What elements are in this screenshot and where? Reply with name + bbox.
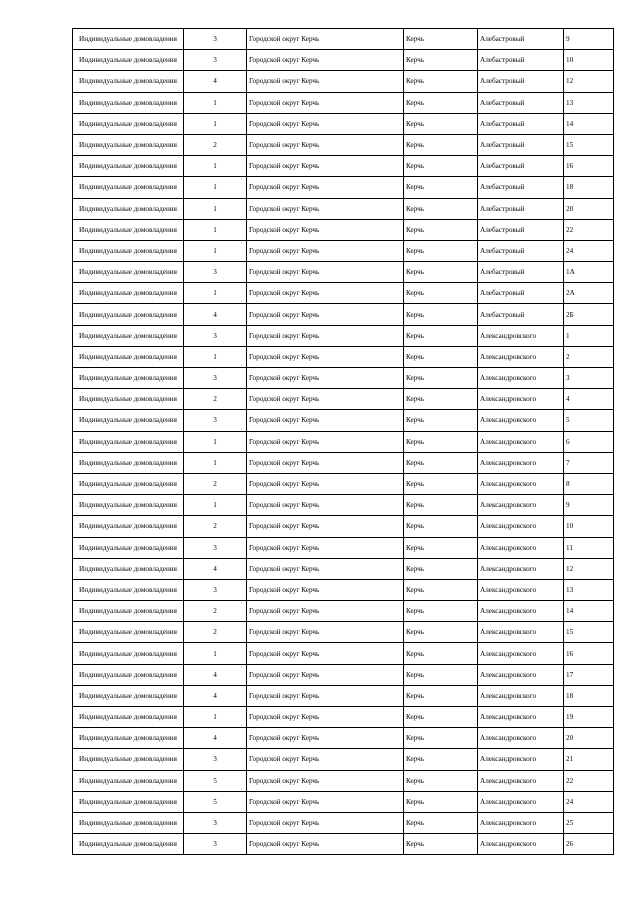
house-number-cell: 21 [564,749,614,770]
table-row [73,92,614,113]
count-cell: 3 [184,50,247,71]
house-number-cell: 9 [564,495,614,516]
street-cell: Александровского [478,643,564,664]
count-cell: 1 [184,643,247,664]
street-cell: Александровского [478,368,564,389]
city-cell: Керчь [404,707,478,728]
street-cell: Александровского [478,812,564,833]
table-row [73,707,614,728]
count-cell: 1 [184,177,247,198]
housing-type-cell: Индивидуальные домовладения [73,240,184,261]
city-cell: Керчь [404,728,478,749]
table-row [73,579,614,600]
house-number-cell: 2Б [564,304,614,325]
table-row [73,452,614,473]
city-cell: Керчь [404,622,478,643]
table-row [73,156,614,177]
count-cell: 3 [184,812,247,833]
count-cell: 4 [184,304,247,325]
district-cell: Городской округ Керчь [247,473,404,494]
street-cell: Александровского [478,728,564,749]
district-cell: Городской округ Керчь [247,707,404,728]
house-number-cell: 13 [564,92,614,113]
count-cell: 5 [184,770,247,791]
count-cell: 1 [184,346,247,367]
district-cell: Городской округ Керчь [247,29,404,50]
city-cell: Керчь [404,92,478,113]
house-number-cell: 18 [564,685,614,706]
city-cell: Керчь [404,113,478,134]
housing-type-cell: Индивидуальные домовладения [73,812,184,833]
housing-type-cell: Индивидуальные домовладения [73,156,184,177]
house-number-cell: 13 [564,579,614,600]
count-cell: 1 [184,707,247,728]
house-number-cell: 5 [564,410,614,431]
house-number-cell: 10 [564,50,614,71]
house-number-cell: 14 [564,113,614,134]
district-cell: Городской округ Керчь [247,92,404,113]
city-cell: Керчь [404,516,478,537]
city-cell: Керчь [404,240,478,261]
count-cell: 3 [184,749,247,770]
city-cell: Керчь [404,558,478,579]
street-cell: Алебастровый [478,177,564,198]
house-number-cell: 25 [564,812,614,833]
city-cell: Керчь [404,664,478,685]
street-cell: Александровского [478,685,564,706]
count-cell: 1 [184,452,247,473]
count-cell: 3 [184,537,247,558]
house-number-cell: 22 [564,770,614,791]
count-cell: 2 [184,601,247,622]
table-row [73,749,614,770]
street-cell: Александровского [478,473,564,494]
city-cell: Керчь [404,749,478,770]
house-number-cell: 1А [564,262,614,283]
table-row [73,71,614,92]
city-cell: Керчь [404,368,478,389]
table-row [73,558,614,579]
street-cell: Алебастровый [478,50,564,71]
district-cell: Городской округ Керчь [247,262,404,283]
table-row [73,516,614,537]
house-number-cell: 11 [564,537,614,558]
house-number-cell: 7 [564,452,614,473]
table-row [73,537,614,558]
housing-type-cell: Индивидуальные домовладения [73,325,184,346]
house-number-cell: 17 [564,664,614,685]
street-cell: Алебастровый [478,304,564,325]
count-cell: 1 [184,92,247,113]
house-number-cell: 10 [564,516,614,537]
street-cell: Александровского [478,834,564,855]
count-cell: 3 [184,29,247,50]
house-number-cell: 26 [564,834,614,855]
count-cell: 2 [184,473,247,494]
count-cell: 2 [184,622,247,643]
district-cell: Городской округ Керчь [247,389,404,410]
city-cell: Керчь [404,71,478,92]
district-cell: Городской округ Керчь [247,283,404,304]
table-row [73,219,614,240]
district-cell: Городской округ Керчь [247,664,404,685]
count-cell: 4 [184,664,247,685]
housing-type-cell: Индивидуальные домовладения [73,368,184,389]
district-cell: Городской округ Керчь [247,368,404,389]
district-cell: Городской округ Керчь [247,346,404,367]
house-number-cell: 12 [564,71,614,92]
count-cell: 3 [184,368,247,389]
street-cell: Александровского [478,537,564,558]
housing-type-cell: Индивидуальные домовладения [73,50,184,71]
street-cell: Алебастровый [478,240,564,261]
house-number-cell: 14 [564,601,614,622]
district-cell: Городской округ Керчь [247,601,404,622]
house-number-cell: 18 [564,177,614,198]
street-cell: Алебастровый [478,219,564,240]
city-cell: Керчь [404,177,478,198]
housing-type-cell: Индивидуальные домовладения [73,707,184,728]
house-number-cell: 4 [564,389,614,410]
district-cell: Городской округ Керчь [247,410,404,431]
house-number-cell: 3 [564,368,614,389]
house-number-cell: 1 [564,325,614,346]
housing-type-cell: Индивидуальные домовладения [73,304,184,325]
count-cell: 1 [184,431,247,452]
city-cell: Керчь [404,473,478,494]
count-cell: 4 [184,728,247,749]
table-row [73,304,614,325]
table-row [73,664,614,685]
district-cell: Городской округ Керчь [247,685,404,706]
district-cell: Городской округ Керчь [247,834,404,855]
count-cell: 1 [184,219,247,240]
house-number-cell: 2А [564,283,614,304]
district-cell: Городской округ Керчь [247,516,404,537]
count-cell: 2 [184,389,247,410]
city-cell: Керчь [404,219,478,240]
street-cell: Алебастровый [478,29,564,50]
table-row [73,770,614,791]
district-cell: Городской округ Керчь [247,325,404,346]
house-number-cell: 20 [564,728,614,749]
count-cell: 1 [184,283,247,304]
city-cell: Керчь [404,643,478,664]
housing-type-cell: Индивидуальные домовладения [73,622,184,643]
city-cell: Керчь [404,685,478,706]
city-cell: Керчь [404,325,478,346]
city-cell: Керчь [404,283,478,304]
street-cell: Александровского [478,558,564,579]
street-cell: Алебастровый [478,262,564,283]
housing-type-cell: Индивидуальные домовладения [73,431,184,452]
table-row [73,134,614,155]
count-cell: 1 [184,240,247,261]
count-cell: 4 [184,71,247,92]
table-row [73,325,614,346]
house-number-cell: 8 [564,473,614,494]
housing-type-cell: Индивидуальные домовладения [73,601,184,622]
count-cell: 3 [184,579,247,600]
housing-type-cell: Индивидуальные домовладения [73,791,184,812]
count-cell: 3 [184,410,247,431]
house-number-cell: 24 [564,240,614,261]
district-cell: Городской округ Керчь [247,304,404,325]
city-cell: Керчь [404,389,478,410]
district-cell: Городской округ Керчь [247,177,404,198]
house-number-cell: 24 [564,791,614,812]
street-cell: Алебастровый [478,134,564,155]
housing-type-cell: Индивидуальные домовладения [73,262,184,283]
table-row [73,495,614,516]
city-cell: Керчь [404,791,478,812]
city-cell: Керчь [404,812,478,833]
city-cell: Керчь [404,579,478,600]
count-cell: 4 [184,685,247,706]
house-number-cell: 12 [564,558,614,579]
table-row [73,431,614,452]
district-cell: Городской округ Керчь [247,156,404,177]
housing-type-cell: Индивидуальные домовладения [73,643,184,664]
street-cell: Александровского [478,579,564,600]
table-row [73,113,614,134]
house-number-cell: 22 [564,219,614,240]
table-row [73,685,614,706]
city-cell: Керчь [404,304,478,325]
table-row [73,643,614,664]
city-cell: Керчь [404,770,478,791]
table-row [73,622,614,643]
count-cell: 2 [184,134,247,155]
house-number-cell: 20 [564,198,614,219]
table-row [73,834,614,855]
housing-type-cell: Индивидуальные домовладения [73,664,184,685]
count-cell: 3 [184,325,247,346]
count-cell: 1 [184,495,247,516]
district-cell: Городской округ Керчь [247,113,404,134]
district-cell: Городской округ Керчь [247,791,404,812]
housing-type-cell: Индивидуальные домовладения [73,579,184,600]
district-cell: Городской округ Керчь [247,749,404,770]
city-cell: Керчь [404,601,478,622]
count-cell: 1 [184,198,247,219]
house-number-cell: 6 [564,431,614,452]
street-cell: Александровского [478,622,564,643]
district-cell: Городской округ Керчь [247,71,404,92]
street-cell: Алебастровый [478,156,564,177]
housing-type-cell: Индивидуальные домовладения [73,134,184,155]
city-cell: Керчь [404,262,478,283]
count-cell: 4 [184,558,247,579]
address-table [72,28,614,855]
city-cell: Керчь [404,834,478,855]
housing-type-cell: Индивидуальные домовладения [73,452,184,473]
house-number-cell: 15 [564,622,614,643]
city-cell: Керчь [404,410,478,431]
house-number-cell: 19 [564,707,614,728]
street-cell: Алебастровый [478,92,564,113]
district-cell: Городской округ Керчь [247,50,404,71]
housing-type-cell: Индивидуальные домовладения [73,198,184,219]
table-row [73,177,614,198]
table-row [73,346,614,367]
district-cell: Городской округ Керчь [247,495,404,516]
housing-type-cell: Индивидуальные домовладения [73,537,184,558]
city-cell: Керчь [404,198,478,219]
table-row [73,198,614,219]
street-cell: Алебастровый [478,283,564,304]
table-row [73,368,614,389]
count-cell: 3 [184,834,247,855]
street-cell: Александровского [478,325,564,346]
city-cell: Керчь [404,431,478,452]
district-cell: Городской округ Керчь [247,431,404,452]
housing-type-cell: Индивидуальные домовладения [73,685,184,706]
housing-type-cell: Индивидуальные домовладения [73,473,184,494]
table-row [73,473,614,494]
table-row [73,728,614,749]
district-cell: Городской округ Керчь [247,452,404,473]
street-cell: Алебастровый [478,198,564,219]
housing-type-cell: Индивидуальные домовладения [73,495,184,516]
district-cell: Городской округ Керчь [247,219,404,240]
street-cell: Александровского [478,601,564,622]
count-cell: 5 [184,791,247,812]
housing-type-cell: Индивидуальные домовладения [73,410,184,431]
table-row [73,29,614,50]
district-cell: Городской округ Керчь [247,622,404,643]
district-cell: Городской округ Керчь [247,558,404,579]
housing-type-cell: Индивидуальные домовладения [73,346,184,367]
table-row [73,240,614,261]
count-cell: 2 [184,516,247,537]
street-cell: Александровского [478,389,564,410]
count-cell: 1 [184,156,247,177]
table-row [73,283,614,304]
district-cell: Городской округ Керчь [247,728,404,749]
city-cell: Керчь [404,537,478,558]
district-cell: Городской округ Керчь [247,643,404,664]
housing-type-cell: Индивидуальные домовладения [73,770,184,791]
street-cell: Александровского [478,431,564,452]
district-cell: Городской округ Керчь [247,579,404,600]
table-row [73,389,614,410]
city-cell: Керчь [404,346,478,367]
district-cell: Городской округ Керчь [247,770,404,791]
street-cell: Александровского [478,346,564,367]
district-cell: Городской округ Керчь [247,537,404,558]
city-cell: Керчь [404,134,478,155]
housing-type-cell: Индивидуальные домовладения [73,92,184,113]
table-row [73,262,614,283]
street-cell: Алебастровый [478,113,564,134]
street-cell: Александровского [478,707,564,728]
house-number-cell: 16 [564,156,614,177]
city-cell: Керчь [404,156,478,177]
housing-type-cell: Индивидуальные домовладения [73,219,184,240]
housing-type-cell: Индивидуальные домовладения [73,749,184,770]
table-row [73,410,614,431]
table-row [73,791,614,812]
house-number-cell: 9 [564,29,614,50]
address-table-body [73,29,614,855]
street-cell: Александровского [478,452,564,473]
street-cell: Александровского [478,516,564,537]
housing-type-cell: Индивидуальные домовладения [73,516,184,537]
housing-type-cell: Индивидуальные домовладения [73,834,184,855]
street-cell: Александровского [478,495,564,516]
street-cell: Александровского [478,791,564,812]
housing-type-cell: Индивидуальные домовладения [73,389,184,410]
district-cell: Городской округ Керчь [247,812,404,833]
housing-type-cell: Индивидуальные домовладения [73,283,184,304]
house-number-cell: 2 [564,346,614,367]
district-cell: Городской округ Керчь [247,198,404,219]
count-cell: 3 [184,262,247,283]
street-cell: Алебастровый [478,71,564,92]
housing-type-cell: Индивидуальные домовладения [73,728,184,749]
housing-type-cell: Индивидуальные домовладения [73,177,184,198]
city-cell: Керчь [404,452,478,473]
street-cell: Александровского [478,770,564,791]
house-number-cell: 15 [564,134,614,155]
city-cell: Керчь [404,29,478,50]
housing-type-cell: Индивидуальные домовладения [73,29,184,50]
street-cell: Александровского [478,664,564,685]
housing-type-cell: Индивидуальные домовладения [73,558,184,579]
count-cell: 1 [184,113,247,134]
city-cell: Керчь [404,495,478,516]
house-number-cell: 16 [564,643,614,664]
city-cell: Керчь [404,50,478,71]
street-cell: Александровского [478,749,564,770]
table-row [73,812,614,833]
district-cell: Городской округ Керчь [247,134,404,155]
district-cell: Городской округ Керчь [247,240,404,261]
table-row [73,601,614,622]
street-cell: Александровского [478,410,564,431]
table-row [73,50,614,71]
housing-type-cell: Индивидуальные домовладения [73,71,184,92]
housing-type-cell: Индивидуальные домовладения [73,113,184,134]
